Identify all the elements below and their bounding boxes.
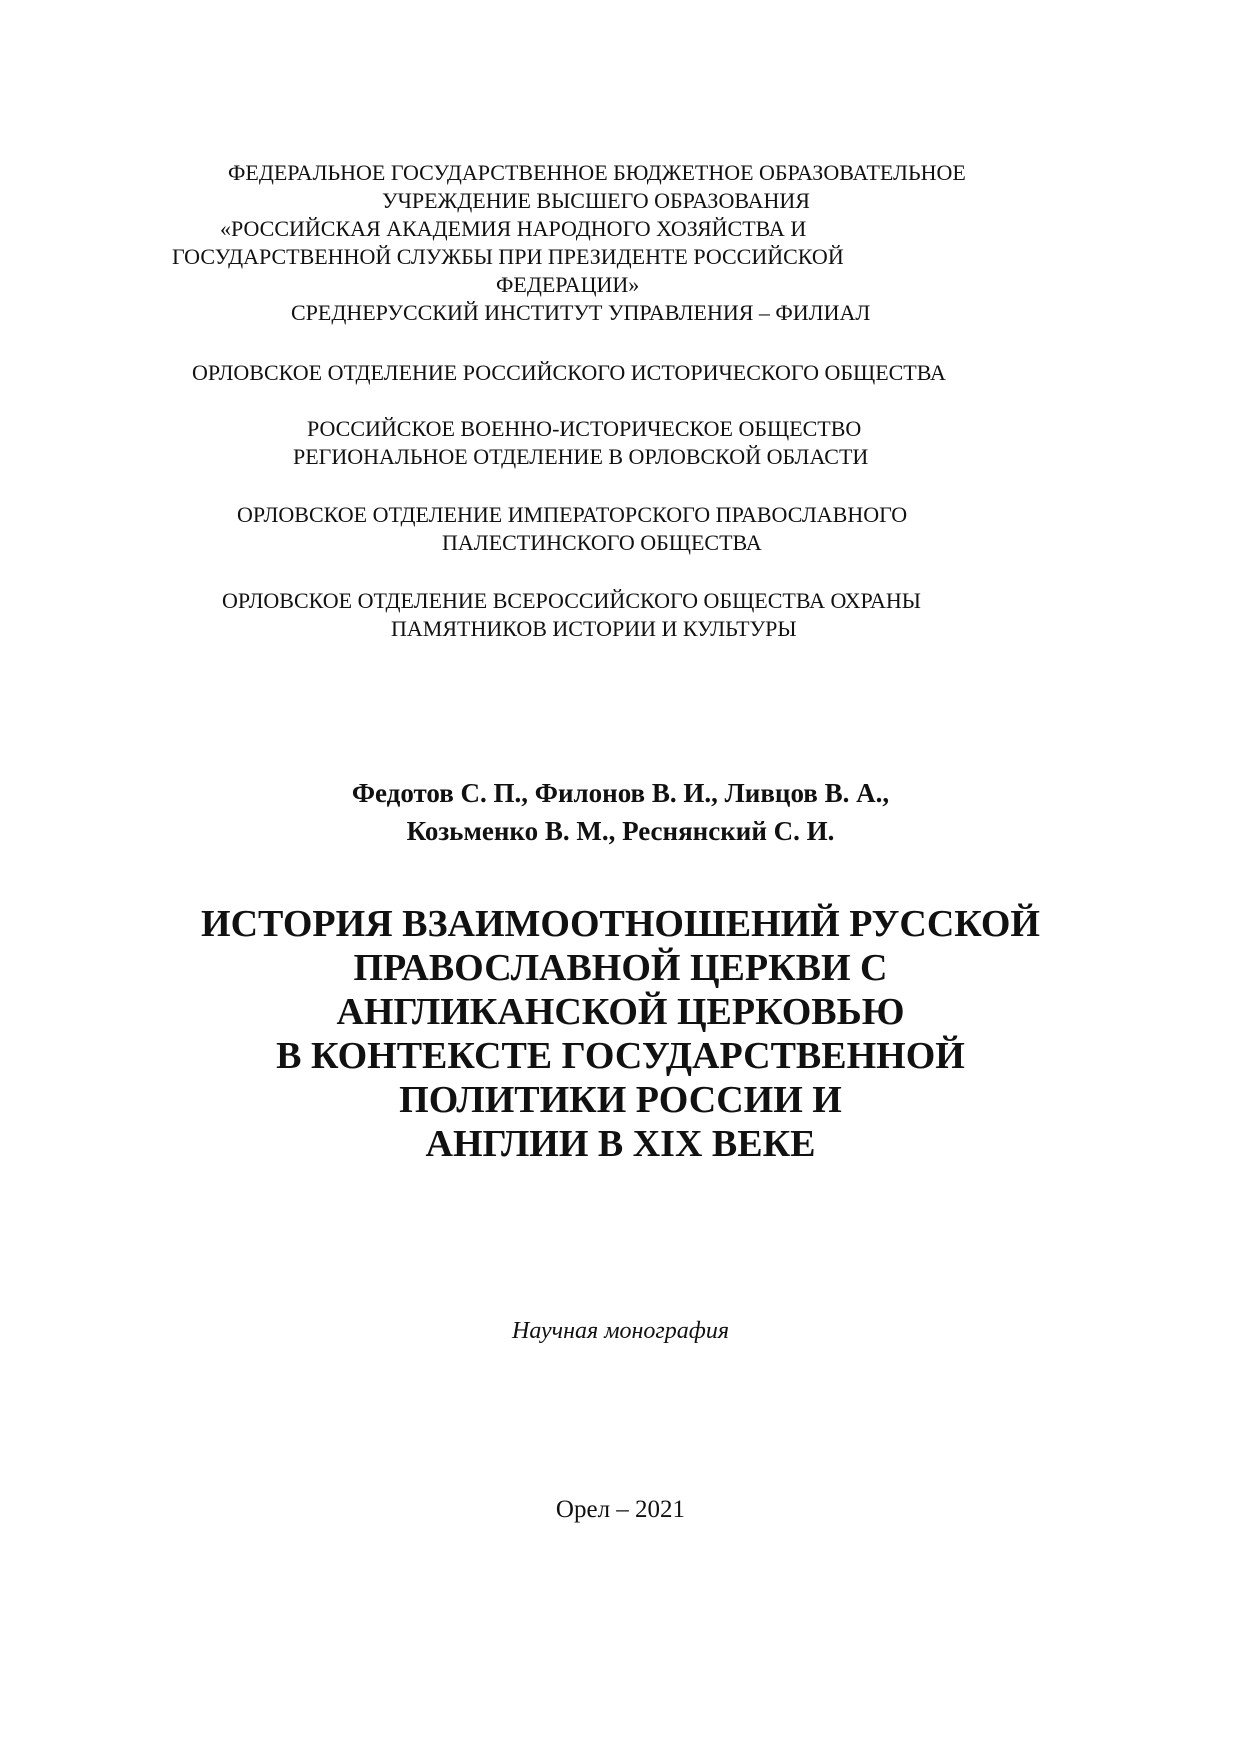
institution-line: ГОСУДАРСТВЕННОЙ СЛУЖБЫ ПРИ ПРЕЗИДЕНТЕ РОССИЙСКОЙ [172, 244, 844, 269]
institute-branch-line: СРЕДНЕРУССКИЙ ИНСТИТУТ УПРАВЛЕНИЯ – ФИЛИАЛ [291, 300, 871, 325]
title-line: АНГЛИИ В XIX ВЕКЕ [425, 1123, 816, 1165]
title-line: АНГЛИКАНСКОЙ ЦЕРКОВЬЮ [336, 991, 905, 1033]
genre-subtitle: Научная монография [512, 1318, 729, 1344]
title-line: ПОЛИТИКИ РОССИИ И [399, 1079, 842, 1121]
title-line: В КОНТЕКСТЕ ГОСУДАРСТВЕННОЙ [276, 1035, 965, 1077]
rio-branch-line: ОРЛОВСКОЕ ОТДЕЛЕНИЕ РОССИЙСКОГО ИСТОРИЧЕСКОГО ОБЩЕСТВА [192, 360, 946, 385]
institution-line: ФЕДЕРАЦИИ» [496, 272, 640, 297]
ippo-line: ПАЛЕСТИНСКОГО ОБЩЕСТВА [442, 530, 762, 555]
imprint-place-year: Орел – 2021 [555, 1496, 686, 1523]
institution-line: ФЕДЕРАЛЬНОЕ ГОСУДАРСТВЕННОЕ БЮДЖЕТНОЕ ОБРАЗОВАТЕЛЬНОЕ [228, 160, 966, 185]
title-line: ИСТОРИЯ ВЗАИМООТНОШЕНИЙ РУССКОЙ [201, 903, 1040, 945]
authors-line: Козьменко В. М., Реснянский С. И. [406, 816, 835, 846]
authors-line: Федотов С. П., Филонов В. И., Ливцов В. А., [351, 778, 890, 808]
institution-line: «РОССИЙСКАЯ АКАДЕМИЯ НАРОДНОГО ХОЗЯЙСТВА И [220, 216, 807, 241]
voopik-line: ОРЛОВСКОЕ ОТДЕЛЕНИЕ ВСЕРОССИЙСКОГО ОБЩЕСТВА ОХРАНЫ [222, 588, 921, 613]
title-line: ПРАВОСЛАВНОЙ ЦЕРКВИ С [353, 947, 888, 989]
institution-line: УЧРЕЖДЕНИЕ ВЫСШЕГО ОБРАЗОВАНИЯ [382, 188, 810, 213]
rvio-line: РЕГИОНАЛЬНОЕ ОТДЕЛЕНИЕ В ОРЛОВСКОЙ ОБЛАСТИ [293, 444, 869, 469]
voopik-line: ПАМЯТНИКОВ ИСТОРИИ И КУЛЬТУРЫ [391, 616, 797, 641]
ippo-line: ОРЛОВСКОЕ ОТДЕЛЕНИЕ ИМПЕРАТОРСКОГО ПРАВОСЛАВНОГО [237, 502, 908, 527]
rvio-line: РОССИЙСКОЕ ВОЕННО-ИСТОРИЧЕСКОЕ ОБЩЕСТВО [307, 416, 862, 441]
